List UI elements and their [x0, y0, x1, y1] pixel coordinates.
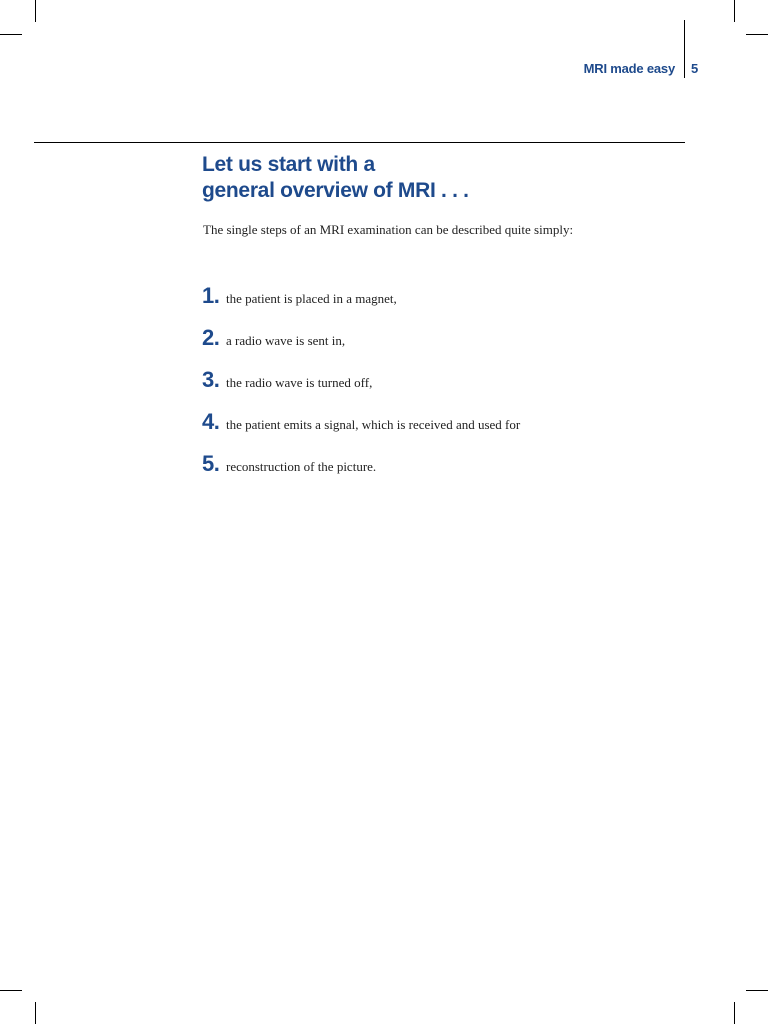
step-number: 3.: [202, 367, 220, 392]
step-text: reconstruction of the picture.: [226, 459, 377, 474]
intro-paragraph: The single steps of an MRI examination can be described quite simply:: [203, 222, 574, 237]
crop-mark-bottom-left-horizontal: [0, 990, 22, 991]
step-number: 4.: [202, 409, 220, 434]
step-number: 2.: [202, 325, 220, 350]
list-item: [202, 367, 520, 409]
header-divider: [684, 20, 685, 78]
crop-mark-bottom-right-horizontal: [746, 990, 768, 991]
step-text: the patient is placed in a magnet,: [226, 291, 397, 306]
crop-mark-top-left-vertical: [35, 0, 36, 22]
crop-mark-bottom-left-vertical: [35, 1002, 36, 1024]
page-number: 5: [691, 61, 699, 76]
crop-mark-top-left-horizontal: [0, 34, 22, 35]
section-title-line-1: Let us start with a: [202, 153, 375, 176]
list-item: [202, 451, 520, 493]
list-item: [202, 409, 520, 451]
steps-list: [202, 283, 520, 493]
crop-mark-top-right-vertical: [734, 0, 735, 22]
crop-mark-top-right-horizontal: [746, 34, 768, 35]
step-number: 1.: [202, 283, 220, 308]
step-text: a radio wave is sent in,: [226, 333, 346, 348]
step-number: 5.: [202, 451, 220, 476]
step-text: the radio wave is turned off,: [226, 375, 373, 390]
step-text: the patient emits a signal, which is received and used for: [226, 417, 521, 432]
section-title: [202, 152, 469, 204]
running-header-title: MRI made easy: [583, 61, 675, 76]
list-item: [202, 283, 520, 325]
section-title-line-2: general overview of MRI . . .: [202, 179, 469, 202]
top-rule: [34, 142, 685, 143]
list-item: [202, 325, 520, 367]
crop-mark-bottom-right-vertical: [734, 1002, 735, 1024]
